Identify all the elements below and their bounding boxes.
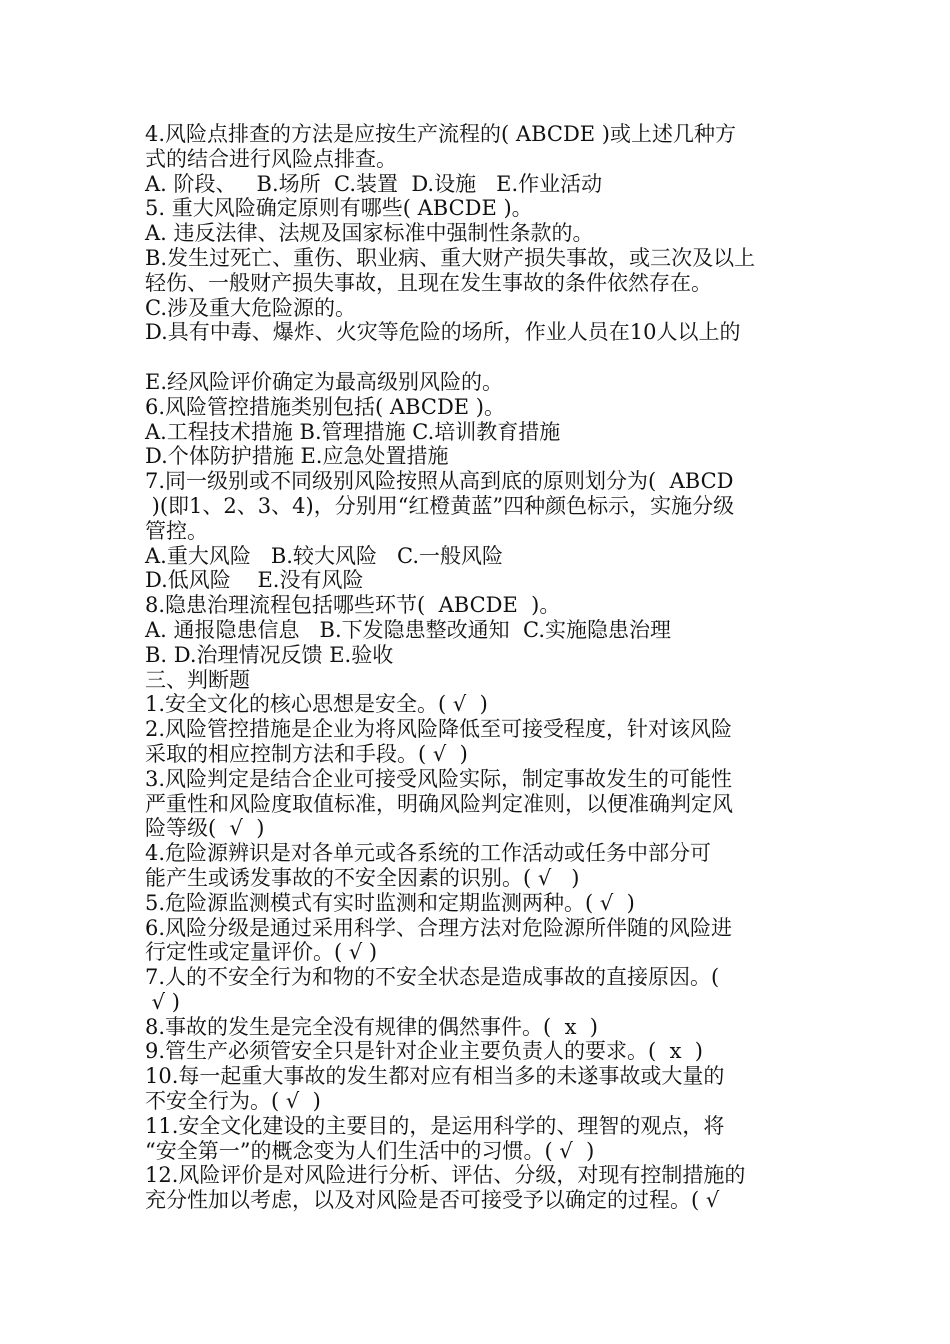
text-line: 6.风险管控措施类别包括( ABCDE )。 [145,394,505,419]
text-line: 7.人的不安全行为和物的不安全状态是造成事故的直接原因。( [145,965,720,990]
text-line: A.重大风险 B.较大风险 C.一般风险 [145,543,503,568]
text-line: 6.风险分级是通过采用科学、合理方法对危险源所伴随的风险进 [145,915,733,940]
text-line: A. 违反法律、法规及国家标准中强制性条款的。 [145,221,594,246]
document-text [145,122,815,1213]
text-line: 11.安全文化建设的主要目的，是运用科学的、理智的观点，将 [145,1113,725,1138]
text-line: 采取的相应控制方法和手段。( √ ) [145,741,468,766]
text-line: √ ) [145,989,180,1014]
text-line: 8.隐患治理流程包括哪些环节( ABCDE )。 [145,593,561,618]
text-line: 轻伤、一般财产损失事故，且现在发生事故的条件依然存在。 [145,270,712,295]
blank-line [145,345,815,370]
text-line: 5.危险源监测模式有实时监测和定期监测两种。( √ ) [145,890,635,915]
text-line: 5. 重大风险确定原则有哪些( ABCDE )。 [145,196,533,221]
text-line: 管控。 [145,518,208,543]
text-line: 2.风险管控措施是企业为将风险降低至可接受程度，针对该风险 [145,717,733,742]
text-line: D.低风险 E.没有风险 [145,568,364,593]
text-line: )(即1、2、3、4)，分别用“红橙黄蓝”四种颜色标示，实施分级 [145,493,735,518]
text-line: 4.风险点排查的方法是应按生产流程的( ABCDE )或上述几种方 [145,122,736,146]
text-line: 4.危险源辨识是对各单元或各系统的工作活动或任务中部分可 [145,841,712,866]
text-line: 7.同一级别或不同级别风险按照从高到底的原则划分为( ABCD [145,469,734,494]
text-line: 1.安全文化的核心思想是安全。( √ ) [145,692,488,717]
text-line: 不安全行为。( √ ) [145,1089,321,1114]
text-line: 10.每一起重大事故的发生都对应有相当多的未遂事故或大量的 [145,1064,725,1089]
text-line: 险等级( √ ) [145,816,265,841]
text-line: D.具有中毒、爆炸、火灾等危险的场所，作业人员在10人以上的 [145,320,741,345]
text-line: 行定性或定量评价。( √ ) [145,940,378,965]
text-line: D.个体防护措施 E.应急处置措施 [145,444,449,469]
text-line: B.发生过死亡、重伤、职业病、重大财产损失事故，或三次及以上 [145,245,756,270]
text-line: A.工程技术措施 B.管理措施 C.培训教育措施 [145,419,561,444]
section-heading: 三、判断题 [145,667,250,692]
text-line: 充分性加以考虑，以及对风险是否可接受予以确定的过程。( √ [145,1188,720,1213]
text-line: “安全第一”的概念变为人们生活中的习惯。( √ ) [145,1138,595,1163]
text-line: A. 阶段、 B.场所 C.装置 D.设施 E.作业活动 [145,171,603,196]
text-line: 式的结合进行风险点排查。 [145,146,397,171]
text-line: 9.管生产必须管安全只是针对企业主要负责人的要求。( x ) [145,1039,703,1064]
text-line: 3.风险判定是结合企业可接受风险实际，制定事故发生的可能性 [145,766,733,791]
text-line: C.涉及重大危险源的。 [145,295,356,320]
text-line: E.经风险评价确定为最高级别风险的。 [145,369,504,394]
text-line: 能产生或诱发事故的不安全因素的识别。( √ ) [145,865,580,890]
text-line: 12.风险评价是对风险进行分析、评估、分级，对现有控制措施的 [145,1163,746,1188]
text-line: 严重性和风险度取值标准，明确风险判定准则，以便准确判定风 [145,791,733,816]
text-line: B. D.治理情况反馈 E.验收 [145,642,394,667]
text-line: A. 通报隐患信息 B.下发隐患整改通知 C.实施隐患治理 [145,617,671,642]
text-line: 8.事故的发生是完全没有规律的偶然事件。( x ) [145,1014,598,1039]
